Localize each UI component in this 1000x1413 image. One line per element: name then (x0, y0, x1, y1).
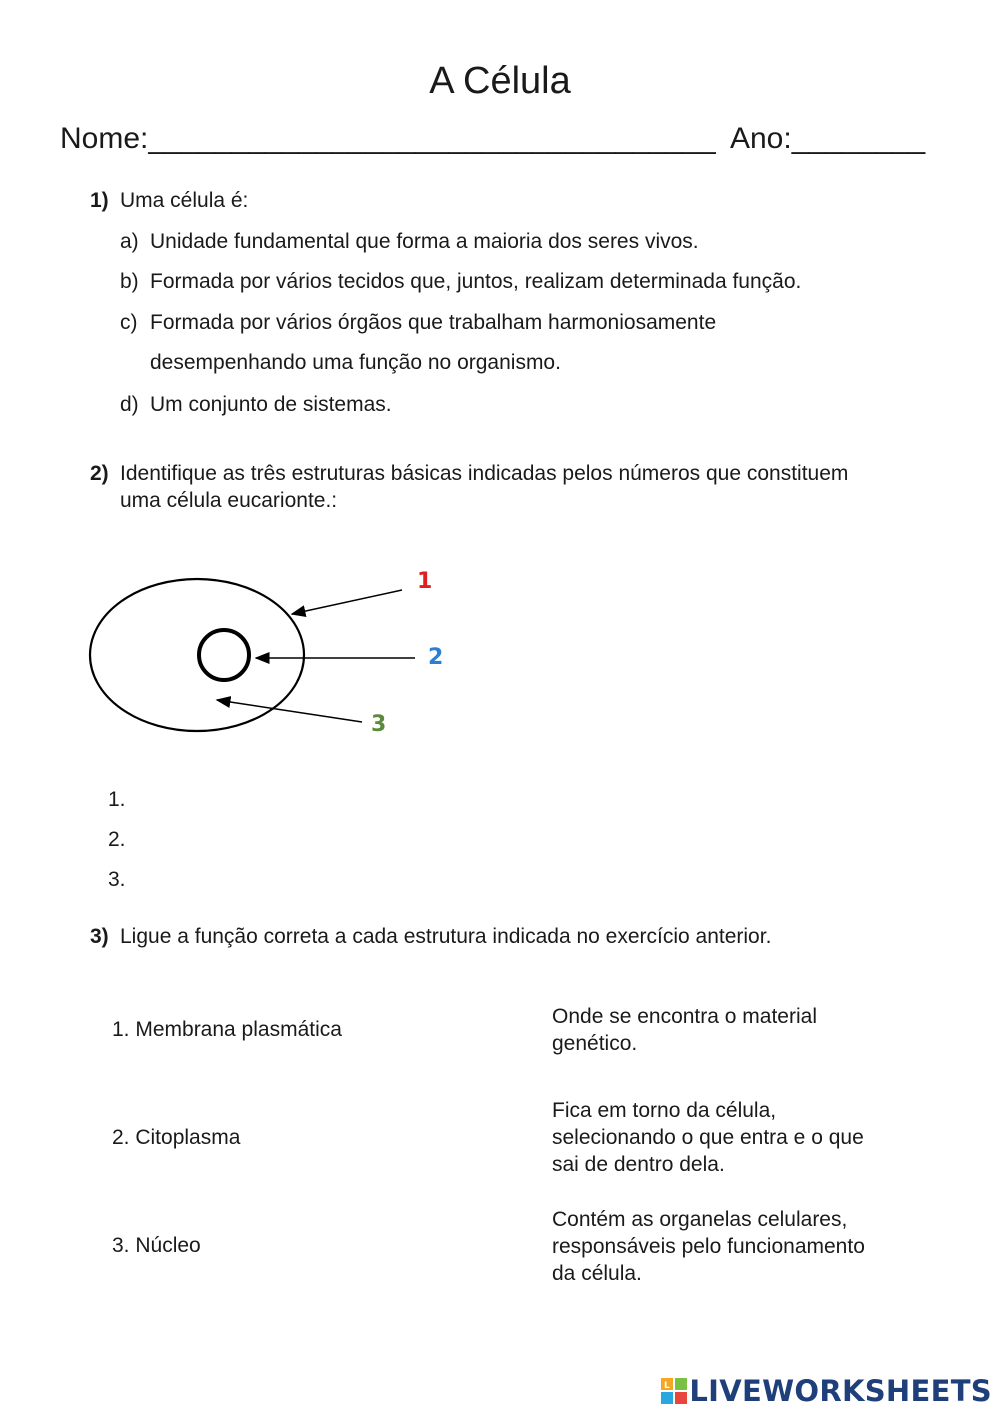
match-function-2[interactable]: Fica em torno da célula, selecionando o que entra e o que sai de dentro dela. (552, 1099, 864, 1176)
diagram-label-1: 1 (417, 569, 433, 594)
option-c-letter: c) (120, 311, 138, 334)
diagram-label-2: 2 (428, 645, 444, 670)
match-structure-2[interactable]: 2. Citoplasma (112, 1126, 241, 1149)
option-b-text: Formada por vários tecidos que, juntos, realizam determinada função. (150, 270, 802, 293)
question-3-number: 3) (90, 925, 109, 948)
answer-row-1 (108, 776, 431, 812)
option-c-continuation: desempenhando uma função no organismo. (150, 351, 561, 374)
question-1 (90, 187, 248, 214)
option-a-letter: a) (120, 230, 139, 253)
question-3 (90, 923, 771, 950)
answer-input-1[interactable] (131, 776, 431, 806)
logo-letter-l: L (664, 1381, 671, 1391)
answer-row-3 (108, 856, 431, 892)
cell-diagram (0, 550, 480, 750)
arrow-1 (292, 590, 402, 614)
option-d-letter: d) (120, 393, 139, 416)
year-input-line[interactable]: ________ (791, 122, 926, 155)
match-function-3[interactable]: Contém as organelas celulares, responsáveis pelo funcionamento da célula. (552, 1208, 865, 1285)
match-structure-3[interactable]: 3. Núcleo (112, 1234, 201, 1257)
name-label: Nome: (60, 122, 149, 155)
worksheet-title: A Célula (429, 60, 571, 102)
answer-number-3: 3. (108, 868, 126, 891)
liveworksheets-brand-text: LIVEWORKSHEETS (689, 1374, 992, 1408)
nucleus-shape (199, 630, 249, 680)
name-input-line[interactable]: __________________________________ (148, 122, 716, 155)
option-c[interactable] (120, 311, 716, 335)
option-a-text: Unidade fundamental que forma a maioria dos seres vivos. (150, 230, 699, 253)
question-3-prompt: Ligue a função correta a cada estrutura indicada no exercício anterior. (120, 925, 772, 948)
answer-row-2 (108, 816, 431, 852)
match-function-1[interactable]: Onde se encontra o material genético. (552, 1005, 817, 1055)
question-2-number: 2) (90, 462, 109, 485)
answer-input-2[interactable] (131, 816, 431, 846)
header-line (60, 122, 925, 156)
option-a[interactable] (120, 230, 699, 254)
match-structure-1[interactable]: 1. Membrana plasmática (112, 1018, 342, 1041)
option-c-text: Formada por vários órgãos que trabalham harmoniosamente (150, 311, 717, 334)
liveworksheets-logo-icon (661, 1378, 687, 1404)
answer-number-2: 2. (108, 828, 126, 851)
question-1-number: 1) (90, 189, 109, 212)
question-2 (90, 460, 848, 514)
option-d[interactable] (120, 393, 392, 417)
answer-number-1: 1. (108, 788, 126, 811)
option-d-text: Um conjunto de sistemas. (150, 393, 392, 416)
question-1-prompt: Uma célula é: (120, 189, 249, 212)
question-2-prompt-line2: uma célula eucarionte.: (120, 489, 338, 512)
question-2-prompt-line1: Identifique as três estruturas básicas indicadas pelos números que constituem (120, 462, 849, 485)
arrow-3 (217, 700, 362, 722)
option-b-letter: b) (120, 270, 139, 293)
option-b[interactable] (120, 270, 801, 294)
year-label: Ano: (729, 122, 792, 155)
liveworksheets-logo[interactable] (661, 1374, 992, 1408)
diagram-label-3: 3 (371, 712, 387, 737)
answer-input-3[interactable] (131, 856, 431, 886)
